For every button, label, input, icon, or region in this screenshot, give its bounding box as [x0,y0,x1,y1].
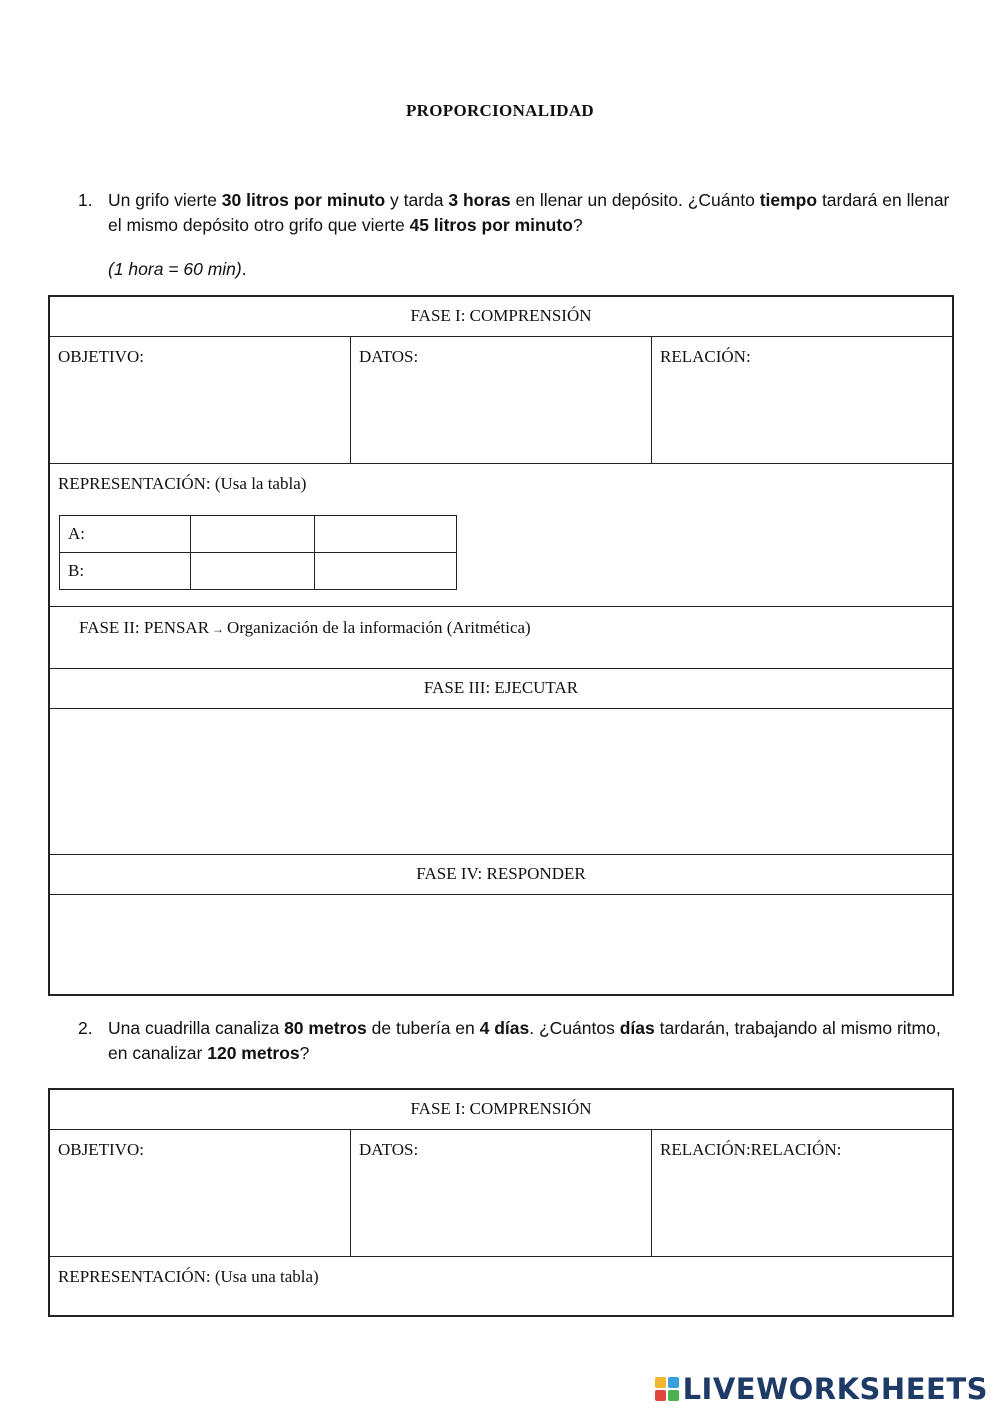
question-text-segment: Una cuadrilla canaliza [108,1018,285,1038]
question-text-segment: . ¿Cuántos [529,1018,620,1038]
logo-text: LIVEWORKSHEETS [682,1372,988,1406]
emphasis-text: tiempo [759,190,818,210]
emphasis-text: 4 días [479,1018,530,1038]
fase-3-label: FASE III: EJECUTAR [423,678,579,697]
ejecutar-area[interactable] [50,709,952,855]
responder-area[interactable] [50,895,952,994]
question-text-segment: y tarda [385,190,449,210]
objetivo-field[interactable] [50,1130,351,1256]
datos-label: DATOS: [359,1140,419,1159]
representacion-section[interactable] [50,1257,952,1315]
logo-square [668,1390,679,1401]
relacion-label: RELACIÓN: [660,347,751,366]
question-text-segment: ? [572,215,583,235]
relacion-field[interactable] [652,1130,952,1256]
question-text-segment: en llenar un depósito. ¿Cuánto [510,190,760,210]
question-text-segment: de tubería en [366,1018,480,1038]
emphasis-text: 120 metros [207,1043,300,1063]
logo-square [668,1377,679,1388]
comprension-row [50,1130,952,1257]
emphasis-text: 80 metros [284,1018,367,1038]
hint-note [108,259,247,280]
table-cell-input[interactable] [315,516,457,553]
problem-1-form [48,295,954,996]
table-cell-input[interactable] [191,553,315,590]
table-row [60,516,457,553]
arrow-right-icon: → [212,622,225,636]
fase-2-description: Organización de la información (Aritmética) [227,618,531,637]
question-1 [78,188,953,238]
question-text-segment: Un grifo vierte [108,190,222,210]
hint-note-suffix: . [241,259,247,279]
fase-1-label: FASE I: COMPRENSIÓN [410,1099,592,1118]
representacion-label: REPRESENTACIÓN: (Usa una tabla) [58,1267,319,1286]
question-text-segment: ? [299,1043,310,1063]
datos-label: DATOS: [359,347,419,366]
logo-square [655,1377,666,1388]
liveworksheets-logo [655,1372,988,1406]
representacion-label: REPRESENTACIÓN: (Usa la tabla) [58,474,307,493]
objetivo-label: OBJETIVO: [58,347,144,366]
comprension-row [50,337,952,464]
emphasis-text: días [619,1018,655,1038]
datos-field[interactable] [351,1130,652,1256]
representation-table [59,515,457,590]
question-text-segment: tardarán, trabajando al mismo ritmo, en canalizar [108,1018,941,1063]
question-2 [78,1016,953,1066]
question-text-segment: tardará en llenar el mismo depósito otro grifo que vierte [108,190,950,235]
emphasis-text: 3 horas [448,190,511,210]
question-number: 2. [78,1018,93,1038]
question-number: 1. [78,190,93,210]
problem-2-form [48,1088,954,1317]
hint-note-text: (1 hora = 60 min) [108,259,242,279]
relacion-label: RELACIÓN:RELACIÓN: [660,1140,842,1159]
fase-4-label: FASE IV: RESPONDER [416,864,586,883]
relacion-field[interactable] [652,337,952,463]
objetivo-field[interactable] [50,337,351,463]
fase-3-header [50,669,952,709]
table-cell-input[interactable] [191,516,315,553]
emphasis-text: 45 litros por minuto [409,215,573,235]
fase-4-header [50,855,952,895]
emphasis-text: 30 litros por minuto [221,190,386,210]
row-a-label: A: [60,516,191,553]
table-row [60,553,457,590]
fase-2-row[interactable] [50,607,952,669]
logo-square [655,1390,666,1401]
table-cell-input[interactable] [315,553,457,590]
representacion-section [50,464,952,607]
question-text [108,1016,953,1066]
datos-field[interactable] [351,337,652,463]
row-b-label: B: [60,553,191,590]
page-title: PROPORCIONALIDAD [405,101,595,120]
question-text [108,188,953,238]
fase-1-header [50,1090,952,1130]
fase-1-label: FASE I: COMPRENSIÓN [410,306,592,325]
fase-2-label: FASE II: PENSAR [79,618,210,637]
objetivo-label: OBJETIVO: [58,1140,144,1159]
logo-mark-icon [655,1377,679,1401]
fase-1-header [50,297,952,337]
